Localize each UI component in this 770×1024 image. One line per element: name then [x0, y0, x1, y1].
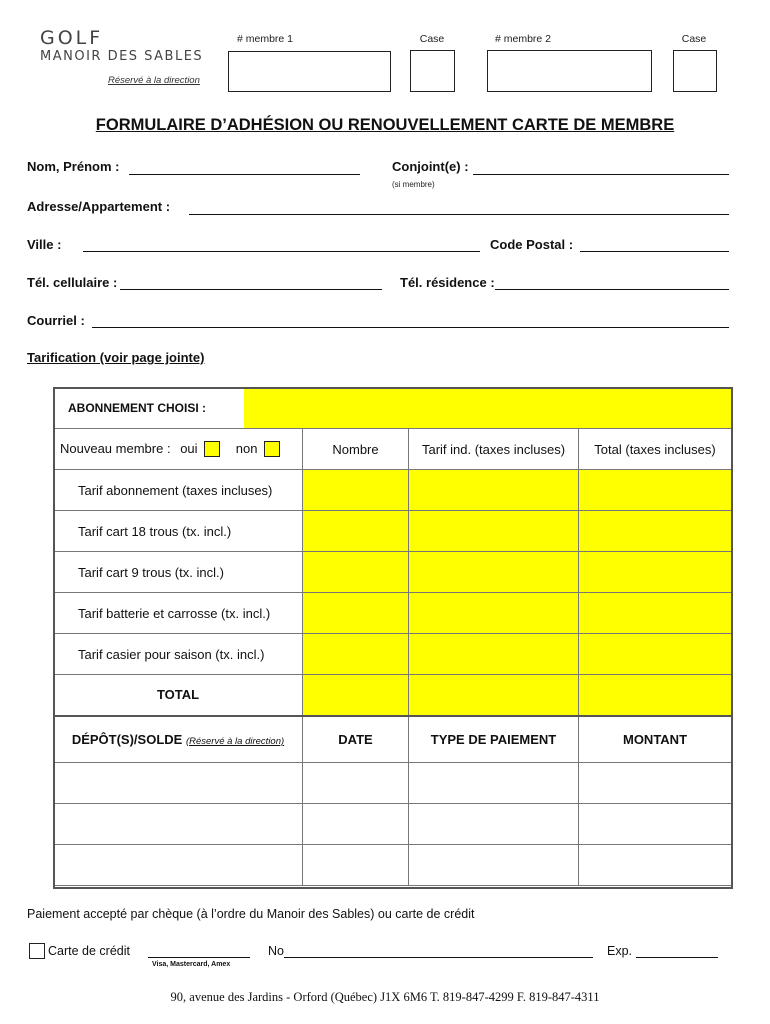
payment-type-cell[interactable] [409, 804, 579, 845]
city-label: Ville : [27, 237, 62, 252]
postal-field[interactable] [580, 251, 729, 252]
number-field[interactable] [303, 552, 409, 593]
credit-card-label: Carte de crédit [48, 944, 130, 958]
logo-manoir: MANOIR DES SABLES [40, 49, 204, 64]
no-label: non [235, 440, 258, 456]
spouse-field[interactable] [473, 174, 729, 175]
unit-price-field[interactable] [409, 634, 579, 675]
total-label: TOTAL [54, 675, 303, 716]
total-unit-field[interactable] [409, 675, 579, 716]
credit-card-checkbox[interactable] [29, 943, 45, 959]
member2-label: # membre 2 [495, 33, 552, 45]
payment-type-cell[interactable] [409, 845, 579, 886]
number-field[interactable] [303, 511, 409, 552]
total-number-field[interactable] [303, 675, 409, 716]
col-unit-price: Tarif ind. (taxes incluses) [409, 429, 579, 470]
reserved-note: Réservé à la direction [108, 75, 200, 86]
total-field[interactable] [579, 634, 732, 675]
exp-field[interactable] [636, 957, 718, 958]
payment-type-cell[interactable] [409, 763, 579, 804]
member2-field[interactable] [487, 50, 652, 92]
col-amount: MONTANT [579, 716, 732, 763]
form-title: FORMULAIRE D’ADHÉSION OU RENOUVELLEMENT CARTE DE MEMBRE [95, 116, 675, 134]
case1-field[interactable] [410, 50, 455, 92]
cell-label: Tél. cellulaire : [27, 275, 118, 290]
deposit-cell[interactable] [54, 804, 303, 845]
email-label: Courriel : [27, 313, 85, 328]
unit-price-field[interactable] [409, 470, 579, 511]
total-field[interactable] [579, 511, 732, 552]
deposit-cell[interactable] [54, 845, 303, 886]
col-total: Total (taxes incluses) [579, 429, 732, 470]
email-field[interactable] [92, 327, 729, 328]
name-field[interactable] [129, 174, 360, 175]
row-label: Tarif batterie et carrosse (tx. incl.) [54, 593, 303, 634]
col-number: Nombre [303, 429, 409, 470]
unit-price-field[interactable] [409, 552, 579, 593]
row-label: Tarif abonnement (taxes incluses) [54, 470, 303, 511]
case2-field[interactable] [673, 50, 717, 92]
total-field[interactable] [579, 593, 732, 634]
exp-label: Exp. [607, 944, 633, 958]
address-field[interactable] [189, 214, 729, 215]
deposit-note: (Réservé à la direction) [185, 735, 285, 747]
amount-cell[interactable] [579, 804, 732, 845]
member1-field[interactable] [228, 51, 391, 92]
postal-label: Code Postal : [490, 237, 574, 252]
pricing-table [53, 387, 732, 886]
card-types-note: Visa, Mastercard, Amex [152, 961, 231, 968]
yes-checkbox[interactable] [204, 441, 220, 457]
footer-address: 90, avenue des Jardins - Orford (Québec) J1X 6M6 T. 819-847-4299 F. 819-847-4311 [170, 990, 600, 1004]
number-field[interactable] [303, 634, 409, 675]
grand-total-field[interactable] [579, 675, 732, 716]
new-member-cell [54, 429, 303, 470]
total-field[interactable] [579, 552, 732, 593]
subscription-field[interactable] [244, 388, 731, 428]
cell-field[interactable] [120, 289, 382, 290]
card-number-field[interactable] [284, 957, 593, 958]
spouse-note: (si membre) [392, 180, 435, 189]
deposit-cell[interactable] [54, 763, 303, 804]
unit-price-field[interactable] [409, 511, 579, 552]
unit-price-field[interactable] [409, 593, 579, 634]
no-checkbox[interactable] [264, 441, 280, 457]
payment-note: Paiement accepté par chèque (à l’ordre du Manoir des Sables) ou carte de crédit [27, 907, 475, 921]
subscription-row [54, 388, 732, 429]
number-field[interactable] [303, 593, 409, 634]
number-field[interactable] [303, 470, 409, 511]
row-label: Tarif casier pour saison (tx. incl.) [54, 634, 303, 675]
total-field[interactable] [579, 470, 732, 511]
card-type-field[interactable] [148, 957, 250, 958]
date-cell[interactable] [303, 763, 409, 804]
case1-label: Case [419, 33, 445, 45]
address-label: Adresse/Appartement : [27, 199, 171, 214]
col-date: DATE [303, 716, 409, 763]
deposit-label: DÉPÔT(S)/SOLDE [71, 731, 183, 747]
card-number-label: No [268, 944, 284, 958]
member1-label: # membre 1 [237, 33, 294, 45]
deposit-header [54, 716, 303, 763]
row-label: Tarif cart 9 trous (tx. incl.) [54, 552, 303, 593]
case2-label: Case [681, 33, 707, 45]
amount-cell[interactable] [579, 763, 732, 804]
subscription-label: ABONNEMENT CHOISI : [68, 401, 206, 415]
new-member-label: Nouveau membre : [60, 440, 171, 456]
city-field[interactable] [83, 251, 480, 252]
name-label: Nom, Prénom : [27, 159, 120, 174]
home-label: Tél. résidence : [400, 275, 495, 290]
pricing-link[interactable]: Tarification (voir page jointe) [27, 350, 205, 365]
yes-label: oui [180, 440, 198, 456]
date-cell[interactable] [303, 845, 409, 886]
col-payment-type: TYPE DE PAIEMENT [409, 716, 579, 763]
spouse-label: Conjoint(e) : [392, 159, 469, 174]
amount-cell[interactable] [579, 845, 732, 886]
date-cell[interactable] [303, 804, 409, 845]
home-field[interactable] [495, 289, 729, 290]
logo-golf: GOLF [40, 27, 104, 49]
row-label: Tarif cart 18 trous (tx. incl.) [54, 511, 303, 552]
